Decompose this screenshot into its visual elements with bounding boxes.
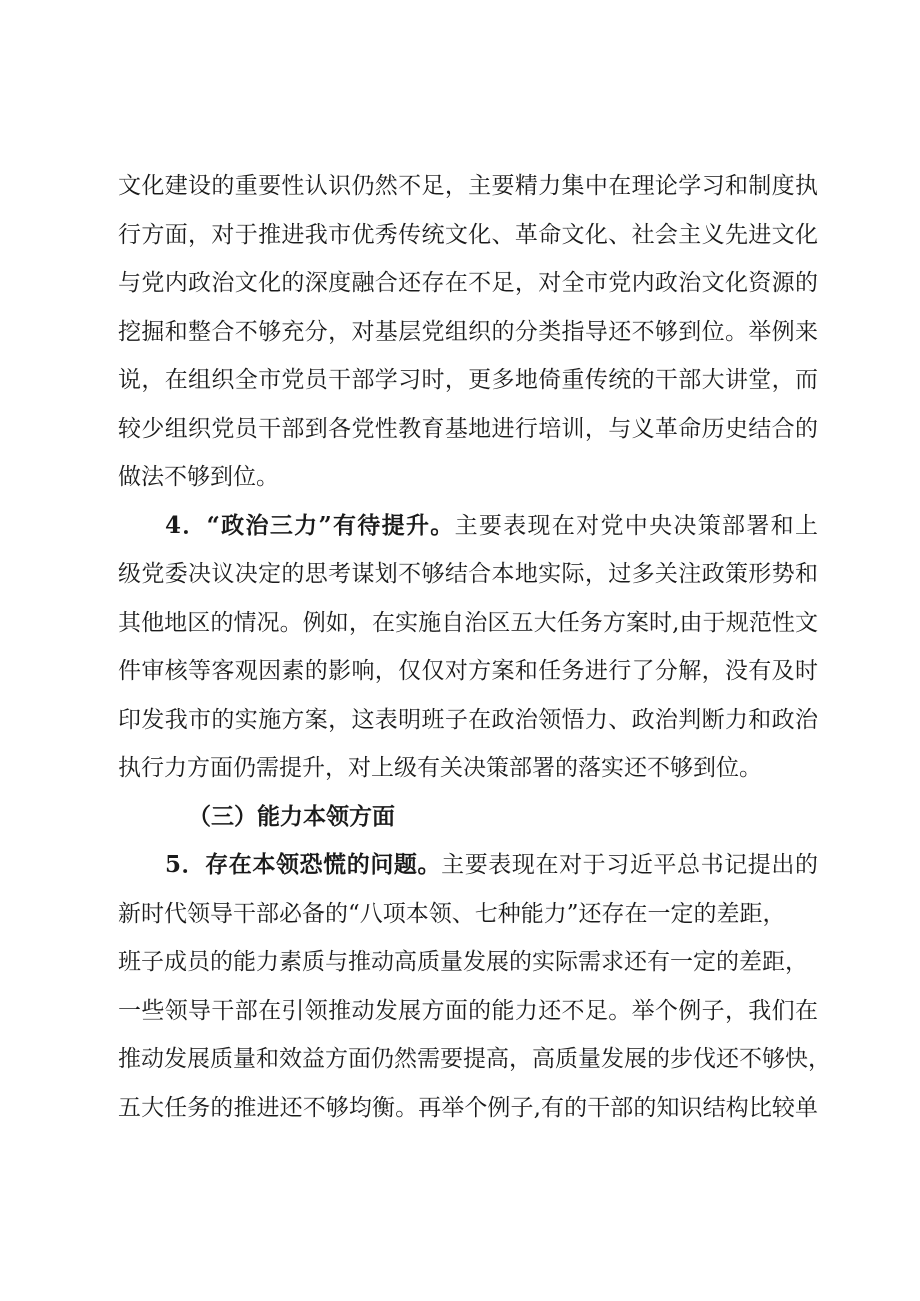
para3-line-1 bbox=[165, 850, 818, 880]
para2-line-2: 级党委决议决定的思考谋划不够结合本地实际，过多关注政策形势和 bbox=[118, 561, 818, 587]
para3-line-6: 五大任务的推进还不够均衡。再举个例子,有的干部的知识结构比较单 bbox=[118, 1095, 818, 1121]
para2-line-1 bbox=[165, 511, 818, 541]
para1-line-6: 较少组织党员干部到各党性教育基地进行培训，与义革命历史结合的 bbox=[118, 416, 818, 442]
para2-line-3: 其他地区的情况。例如，在实施自治区五大任务方案时,由于规范性文 bbox=[118, 610, 818, 636]
para3-line-2: 新时代领导干部必备的“八项本领、七种能力”还存在一定的差距， bbox=[118, 901, 786, 927]
para3-line-1-rest: 主要表现在对于习近平总书记提出的 bbox=[441, 852, 818, 878]
para2-line-6: 执行力方面仍需提升，对上级有关决策部署的落实还不够到位。 bbox=[118, 755, 762, 781]
para3-line-4: 一些领导干部在引领推动发展方面的能力还不足。举个例子，我们在 bbox=[118, 998, 818, 1024]
para1-line-7: 做法不够到位。 bbox=[118, 464, 279, 490]
section-heading: （三）能力本领方面 bbox=[188, 803, 395, 830]
para1-line-5: 说，在组织全市党员干部学习时，更多地倚重传统的干部大讲堂，而 bbox=[118, 367, 818, 393]
para1-line-3: 与党内政治文化的深度融合还存在不足，对全市党内政治文化资源的 bbox=[118, 270, 818, 296]
para2-line-5: 印发我市的实施方案，这表明班子在政治领悟力、政治判断力和政治 bbox=[118, 707, 818, 733]
para1-line-1: 文化建设的重要性认识仍然不足，主要精力集中在理论学习和制度执 bbox=[118, 173, 818, 199]
para1-line-2: 行方面，对于推进我市优秀传统文化、革命文化、社会主义先进文化 bbox=[118, 222, 818, 248]
para1-line-4: 挖掘和整合不够充分，对基层党组织的分类指导还不够到位。举例来 bbox=[118, 319, 818, 345]
para3-line-5: 推动发展质量和效益方面仍然需要提高，高质量发展的步伐还不够快， bbox=[118, 1046, 831, 1072]
para2-line-1-rest: 主要表现在对党中央决策部署和上 bbox=[454, 513, 819, 539]
para3-lead: 5．存在本领恐慌的问题。 bbox=[165, 851, 442, 878]
para2-line-4: 件审核等客观因素的影响，仅仅对方案和任务进行了分解，没有及时 bbox=[118, 658, 818, 684]
para2-lead: 4．“政治三力”有待提升。 bbox=[165, 512, 455, 539]
para3-line-3: 班子成员的能力素质与推动高质量发展的实际需求还有一定的差距， bbox=[118, 949, 808, 975]
